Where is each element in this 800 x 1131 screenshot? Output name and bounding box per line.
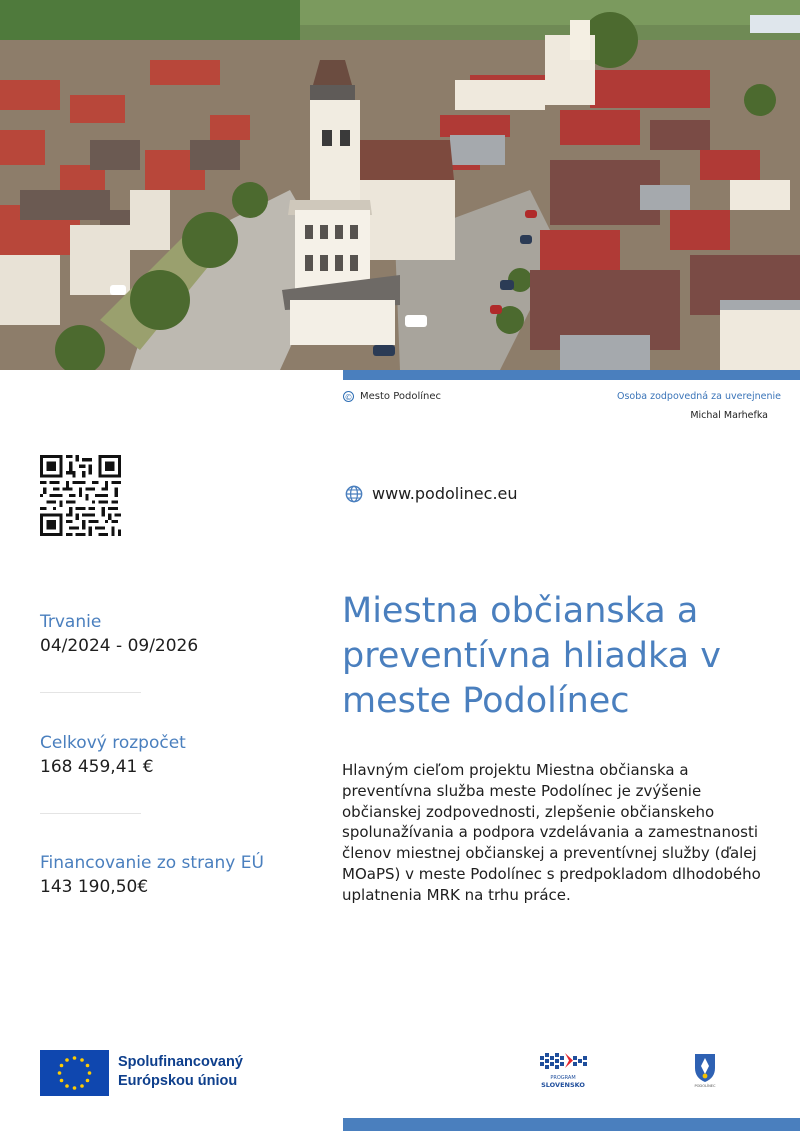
- photo-credit: [343, 391, 441, 402]
- divider: [40, 813, 141, 814]
- responsible-person-name: Michal Marhefka: [690, 410, 768, 421]
- program-slovensko-logo: [537, 1050, 589, 1092]
- budget-value: 168 459,41 €: [40, 757, 154, 777]
- town-crest-icon: [686, 1052, 724, 1088]
- project-description: Hlavným cieľom projektu Miestna občianska a preventívna služba meste Podolínec je zvýšenie občianskej zodpovednosti, zlepšenie občianskeho spolunažívania a podpora vzdelávania a zamestnanosti členov miestnej občianskej a preventívnej služby (ďalej MOaPS) v meste Podolínec s predpokladom dlhodobého uplatnenia MRK na trhu práce.: [342, 761, 761, 904]
- eu-flag-icon: [40, 1050, 109, 1096]
- website-url: www.podolinec.eu: [372, 484, 518, 503]
- globe-icon: [345, 485, 363, 503]
- divider: [40, 692, 141, 693]
- program-label: PROGRAM: [550, 1075, 576, 1081]
- crest-caption: PODOLÍNEC: [694, 1084, 716, 1088]
- eu-funding-value: 143 190,50€: [40, 877, 149, 897]
- eu-cofinanced-text: [118, 1053, 243, 1091]
- responsible-person-label: Osoba zodpovedná za uverejnenie: [616, 391, 781, 402]
- duration-label: Trvanie: [40, 612, 102, 632]
- accent-bar-bottom: [343, 1118, 800, 1131]
- eu-funding-label: Financovanie zo strany EÚ: [40, 853, 264, 873]
- copyright-icon: ©: [344, 393, 353, 402]
- project-title: Miestna občianska a preventívna hliadka v meste Podolínec: [342, 591, 721, 721]
- budget-label: Celkový rozpočet: [40, 733, 186, 753]
- accent-bar-top: [343, 370, 800, 380]
- eu-cofinanced-line2: Európskou úniou: [118, 1073, 238, 1089]
- eu-cofinanced-line1: Spolufinancovaný: [118, 1054, 243, 1070]
- qr-code-icon: [40, 455, 121, 536]
- photo-credit-text: Mesto Podolínec: [360, 391, 442, 402]
- hero-photo: [0, 0, 800, 370]
- website-link[interactable]: [345, 484, 518, 503]
- duration-value: 04/2024 - 09/2026: [40, 636, 199, 656]
- slovensko-label: SLOVENSKO: [541, 1081, 585, 1089]
